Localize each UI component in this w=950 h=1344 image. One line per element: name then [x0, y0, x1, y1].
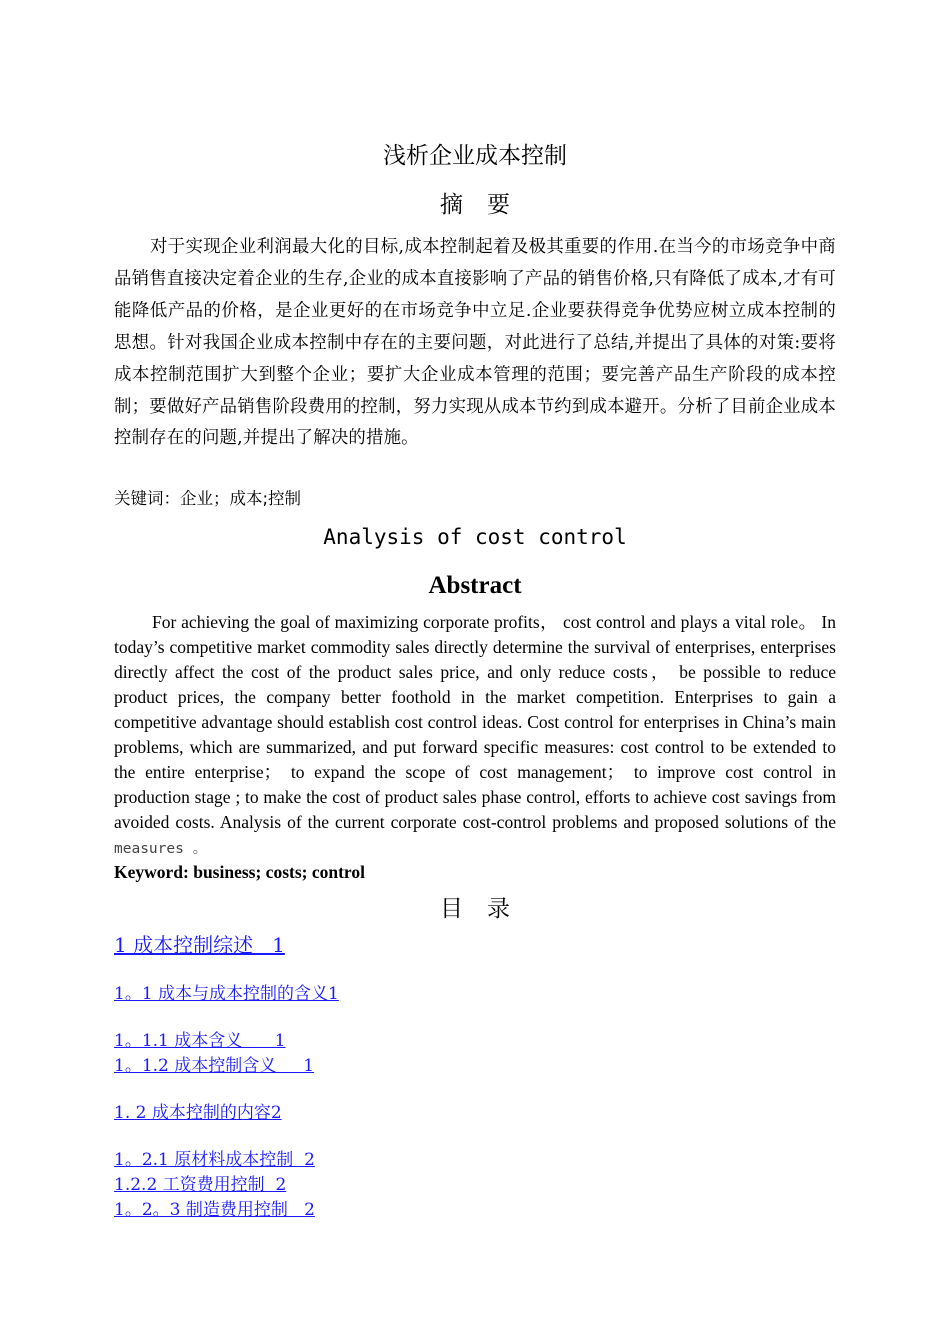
abstract-body-en-main: For achieving the goal of maximizing corporate profits， cost control and plays a vital role。 In today’s competitive market commodity sales directly determine the survival of enterprises, enterprises directly affect the cost of the product sales price, and only reduce costs， be possible to reduce product prices, the company better foothold in the market competition. Enterprises to gain a competitive advantage should establish cost control ideas. Cost control for enterprises in China’s main problems, which are summarized, and put forward specific measures: cost control to be extended to the entire enterprise； to expand the scope of cost management； to improve cost control in production stage ; to make the cost of product sales phase control, efforts to achieve cost savings from avoided costs. Analysis of the current corporate cost-control problems and proposed solutions of the [114, 612, 836, 832]
toc-link[interactable]: 1. 2 成本控制的内容2 [114, 1103, 282, 1123]
abstract-body-cn: 对于实现企业利润最大化的目标,成本控制起着及极其重要的作用.在当今的市场竞争中商品销售直接决定着企业的生存,企业的成本直接影响了产品的销售价格,只有降低了成本,才有可能降低产品的价格，是企业更好的在市场竞争中立足.企业要获得竞争优势应树立成本控制的思想。针对我国企业成本控制中存在的主要问题，对此进行了总结,并提出了具体的对策:要将成本控制范围扩大到整个企业；要扩大企业成本管理的范围；要完善产品生产阶段的成本控制；要做好产品销售阶段费用的控制，努力实现从成本节约到成本避开。分析了目前企业成本控制存在的问题,并提出了解决的措施。 [114, 237, 836, 449]
abstract-body-en-tail: measures 。 [114, 841, 208, 857]
toc-link[interactable]: 1。2。3 制造费用控制 2 [114, 1200, 315, 1220]
toc-link[interactable]: 1 成本控制综述 1 [114, 933, 285, 957]
keywords-en: Keyword: business; costs; control [114, 862, 365, 882]
toc-link[interactable]: 1.2.2 工资费用控制 2 [114, 1175, 287, 1195]
toc-link[interactable]: 1。2.1 原材料成本控制 2 [114, 1150, 315, 1170]
toc-link[interactable]: 1。1.2 成本控制含义 1 [114, 1056, 315, 1076]
keywords-cn: 关键词：企业；成本;控制 [114, 489, 302, 508]
document-title-en: Analysis of cost control [323, 525, 627, 549]
abstract-heading-en: Abstract [428, 572, 522, 599]
abstract-body-en [114, 610, 836, 862]
toc-link[interactable]: 1。1.1 成本含义 1 [114, 1031, 286, 1051]
toc-link[interactable]: 1。1 成本与成本控制的含义1 [114, 984, 339, 1004]
abstract-heading-cn: 摘要 [440, 192, 534, 218]
document-title-cn: 浅析企业成本控制 [383, 143, 567, 169]
toc-heading: 目录 [440, 896, 534, 922]
